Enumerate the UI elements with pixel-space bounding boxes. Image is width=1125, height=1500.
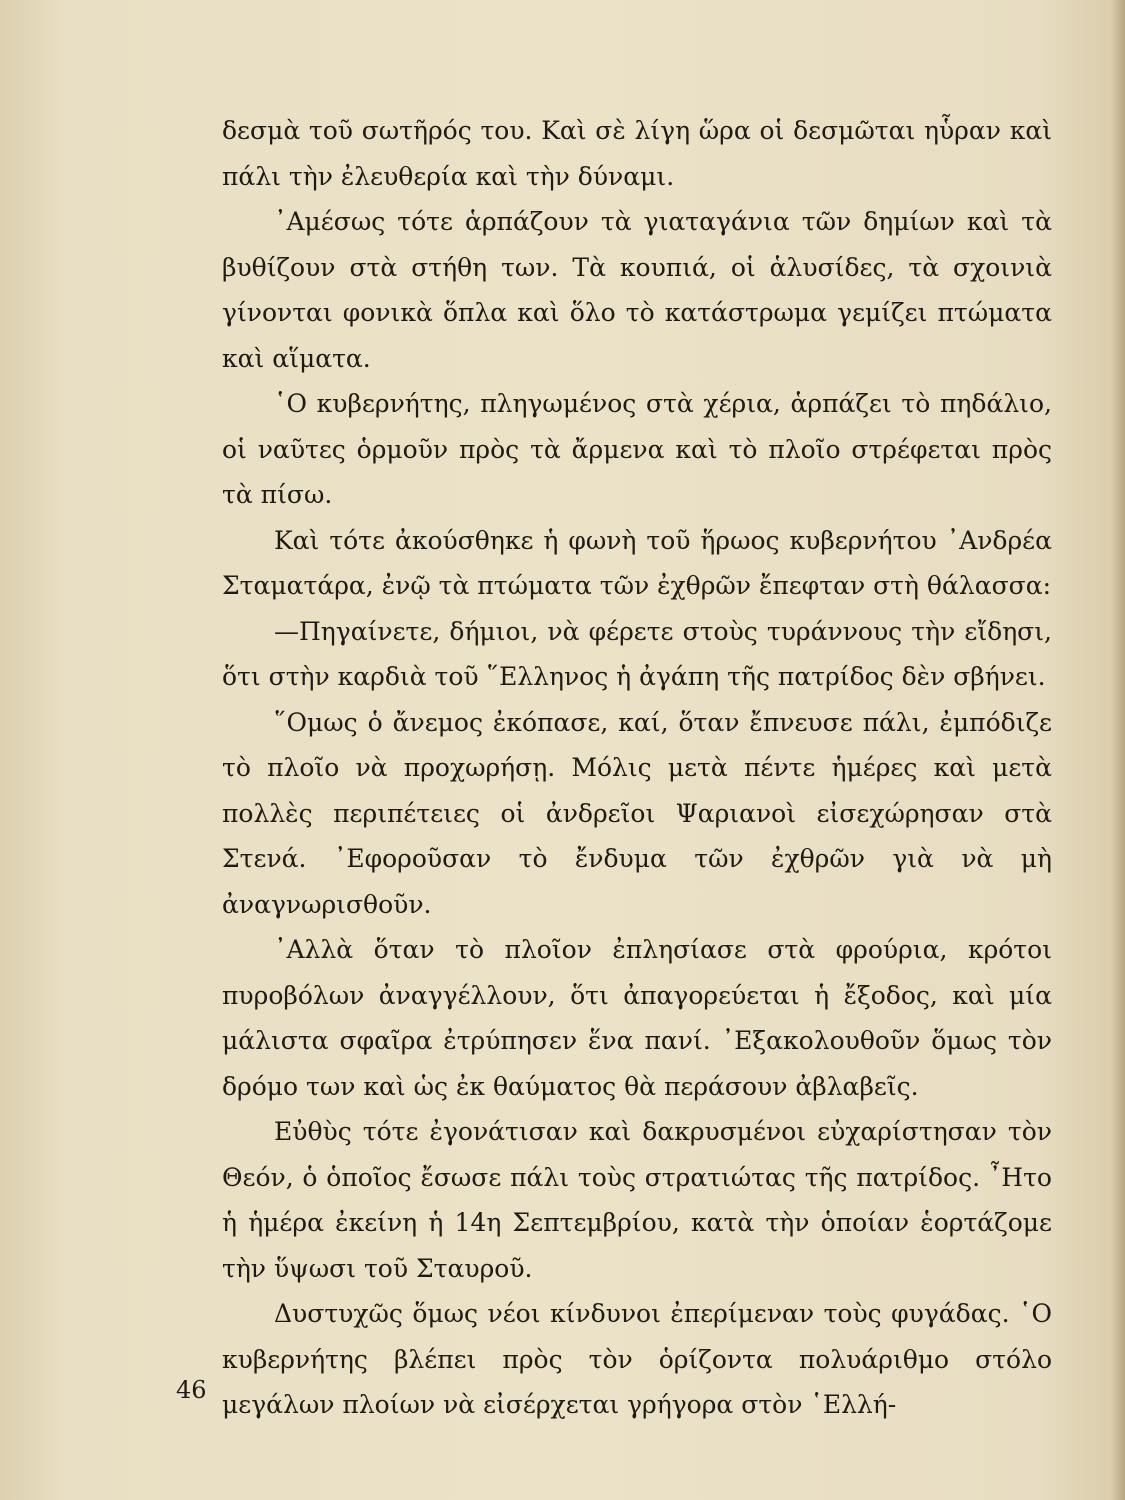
page-edge-shadow — [1111, 0, 1125, 1500]
page-number: 46 — [176, 1376, 207, 1404]
paragraph: δεσμὰ τοῦ σωτῆρός του. Καὶ σὲ λίγη ὥρα οἱ δεσμῶται ηὗραν καὶ πάλι τὴν ἐλευθερία καὶ τὴν δύναμι. — [222, 116, 1052, 191]
paragraph: Εὐθὺς τότε ἐγονάτισαν καὶ δακρυσμένοι εὐχαρίστησαν τὸν Θεόν, ὁ ὁποῖος ἔσωσε πάλι τοὺς στρατιώτας τῆς πατρίδος. ῏Ητο ἡ ἡμέρα ἐκείνη ἡ 14η Σεπτεμβρίου, κατὰ τὴν ὁποίαν ἑορτάζομε τὴν ὕψωσι τοῦ Σταυροῦ. — [222, 1117, 1052, 1283]
paragraph: Δυστυχῶς ὅμως νέοι κίνδυνοι ἐπερίμεναν τοὺς φυγάδας. ῾Ο κυβερνήτης βλέπει πρὸς τὸν ὁρίζοντα πολυάριθμο στόλο μεγάλων πλοίων νὰ εἰσέρχεται γρήγορα στὸν ῾Ελλή- — [222, 1299, 1052, 1419]
paragraph: ῾Ο κυβερνήτης, πληγωμένος στὰ χέρια, ἁρπάζει τὸ πηδάλιο, οἱ ναῦτες ὁρμοῦν πρὸς τὰ ἄρμενα καὶ τὸ πλοῖο στρέφεται πρὸς τὰ πίσω. — [222, 389, 1052, 509]
page-body-text — [222, 108, 1052, 1428]
paragraph: ᾿Αμέσως τότε ἁρπάζουν τὰ γιαταγάνια τῶν δημίων καὶ τὰ βυθίζουν στὰ στήθη των. Τὰ κουπιά, οἱ ἁλυσίδες, τὰ σχοινιὰ γίνονται φονικὰ ὅπλα καὶ ὅλο τὸ κατάστρωμα γεμίζει πτώματα καὶ αἵματα. — [222, 207, 1052, 373]
paragraph: ῞Ομως ὁ ἄνεμος ἐκόπασε, καί, ὅταν ἔπνευσε πάλι, ἐμπόδιζε τὸ πλοῖο νὰ προχωρήσῃ. Μόλις μετὰ πέντε ἡμέρες καὶ μετὰ πολλὲς περιπέτειες οἱ ἀνδρεῖοι Ψαριανοὶ εἰσεχώρησαν στὰ Στενά. ᾿Εφοροῦσαν τὸ ἔνδυμα τῶν ἐχθρῶν γιὰ νὰ μὴ ἀναγνωρισθοῦν. — [222, 707, 1052, 919]
paragraph: Καὶ τότε ἀκούσθηκε ἡ φωνὴ τοῦ ἥρωος κυβερνήτου ᾿Ανδρέα Σταματάρα, ἐνῷ τὰ πτώματα τῶν ἐχθρῶν ἔπεφταν στὴ θάλασσα: — [222, 525, 1052, 600]
paragraph: ᾿Αλλὰ ὅταν τὸ πλοῖον ἐπλησίασε στὰ φρούρια, κρότοι πυροβόλων ἀναγγέλλουν, ὅτι ἀπαγορεύεται ἡ ἔξοδος, καὶ μία μάλιστα σφαῖρα ἐτρύπησεν ἕνα πανί. ᾿Εξακολουθοῦν ὅμως τὸν δρόμο των καὶ ὡς ἐκ θαύματος θὰ περάσουν ἀβλαβεῖς. — [222, 935, 1052, 1101]
paragraph: —Πηγαίνετε, δήμιοι, νὰ φέρετε στοὺς τυράννους τὴν εἴδησι, ὅτι στὴν καρδιὰ τοῦ ῞Ελληνος ἡ ἀγάπη τῆς πατρίδος δὲν σβήνει. — [222, 616, 1052, 691]
